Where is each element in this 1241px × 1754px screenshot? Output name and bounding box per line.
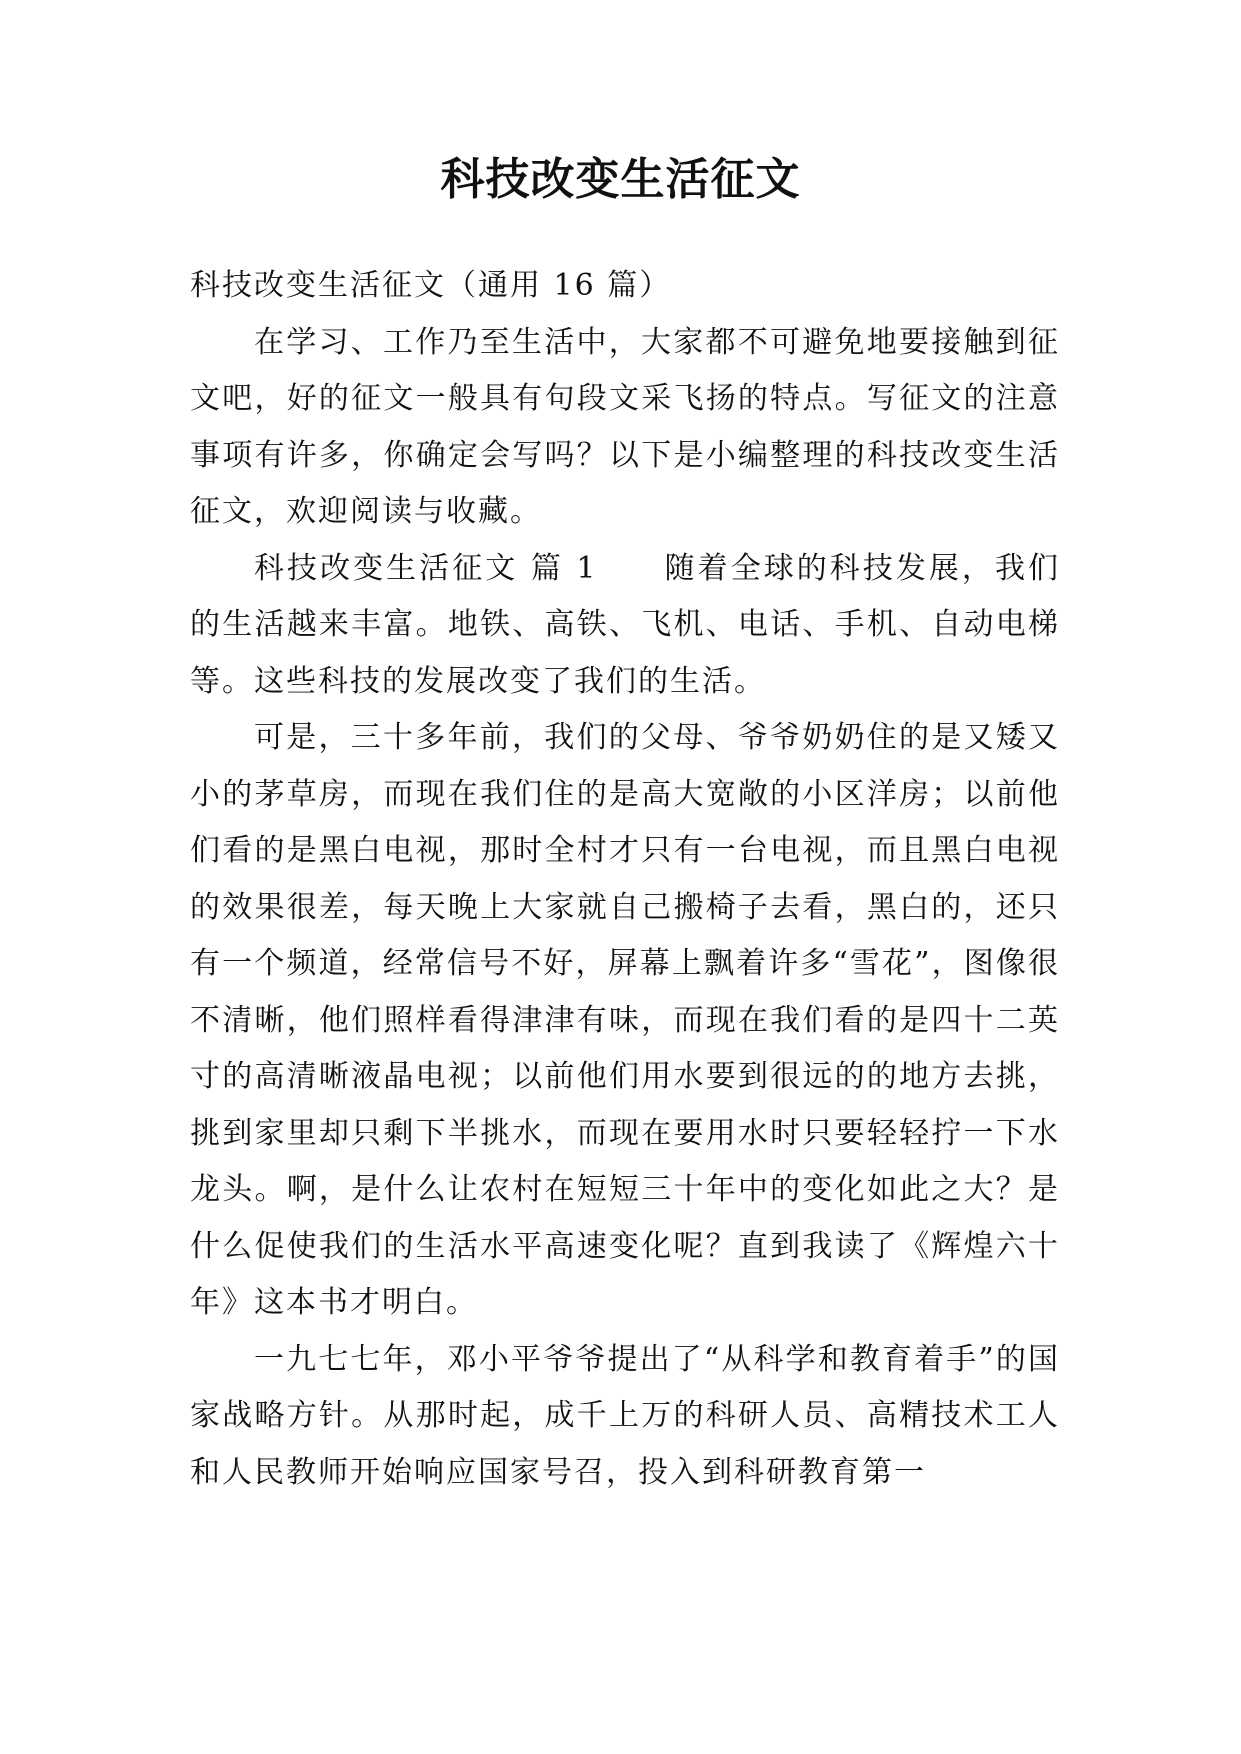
document-title: 科技改变生活征文 — [440, 154, 801, 205]
paragraph-intro: 在学习、工作乃至生活中，大家都不可避免地要接触到征文吧，好的征文一般具有句段文采飞扬的特点。写征文的注意事项有许多，你确定会写吗？以下是小编整理的科技改变生活征文，欢迎阅读与收藏。 — [190, 324, 1060, 529]
paragraph-1977-strategy: 一九七七年，邓小平爷爷提出了“从科学和教育着手”的国家战略方针。从那时起，成千上万的科研人员、高精技术工人和人民教师开始响应国家号召，投入到科研教育第一 — [190, 1341, 1060, 1490]
paragraph-past-and-present: 可是，三十多年前，我们的父母、爷爷奶奶住的是又矮又小的茅草房，而现在我们住的是高大宽敞的小区洋房；以前他们看的是黑白电视，那时全村才只有一台电视，而且黑白电视的效果很差，每天晚上大家就自己搬椅子去看，黑白的，还只有一个频道，经常信号不好，屏幕上飘着许多“雪花”，图像很不清晰，他们照样看得津津有味，而现在我们看的是四十二英寸的高清晰液晶电视；以前他们用水要到很远的的地方去挑，挑到家里却只剩下半挑水，而现在要用水时只要轻轻拧一下水龙头。啊，是什么让农村在短短三十年中的变化如此之大？是什么促使我们的生活水平高速变化呢？直到我读了《辉煌六十年》这本书才明白。 — [190, 720, 1060, 1320]
document-subtitle: 科技改变生活征文（通用 16 篇） — [190, 268, 672, 303]
document-body — [190, 258, 1060, 1501]
paragraph-essay-1-opening: 科技改变生活征文 篇 1 随着全球的科技发展，我们的生活越来丰富。地铁、高铁、飞机、电话、手机、自动电梯等。这些科技的发展改变了我们的生活。 — [190, 550, 1060, 699]
